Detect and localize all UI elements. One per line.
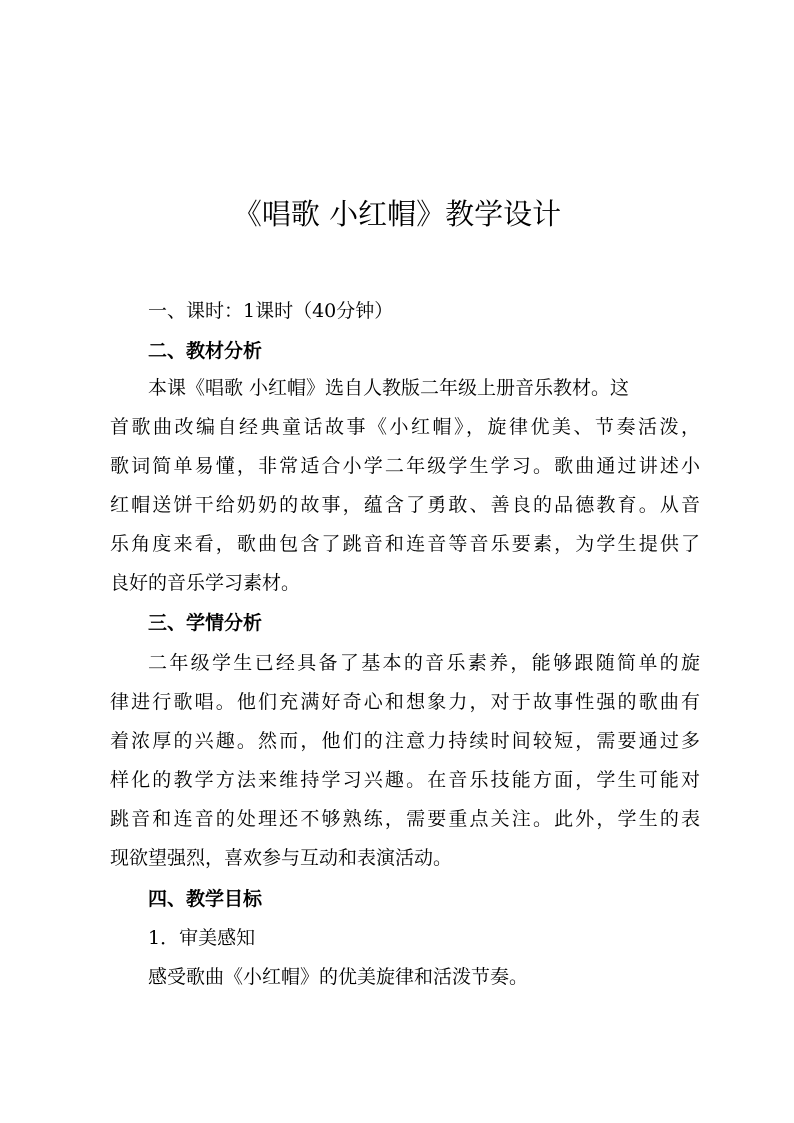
paragraph-line: 跳音和连音的处理还不够熟练，需要重点关注。此外，学生的表 bbox=[110, 808, 700, 830]
section-heading-student-analysis: 三、学情分析 bbox=[148, 612, 263, 634]
paragraph-line: 律进行歌唱。他们充满好奇心和想象力，对于故事性强的歌曲有 bbox=[110, 691, 700, 713]
paragraph-line: 良好的音乐学习素材。 bbox=[110, 572, 301, 594]
paragraph-line: 感受歌曲《小红帽》的优美旋律和活泼节奏。 bbox=[148, 966, 529, 988]
paragraph-line: 歌词简单易懂，非常适合小学二年级学生学习。歌曲通过讲述小 bbox=[110, 455, 700, 477]
section-heading-teaching-goals: 四、教学目标 bbox=[148, 888, 263, 910]
paragraph-line: 本课《唱歌 小红帽》选自人教版二年级上册音乐教材。这 bbox=[148, 377, 630, 399]
page-title: 《唱歌 小红帽》教学设计 bbox=[232, 197, 562, 231]
section-heading-material-analysis: 二、教材分析 bbox=[148, 340, 263, 362]
paragraph-line: 首歌曲改编自经典童话故事《小红帽》，旋律优美、节奏活泼， bbox=[110, 416, 700, 438]
paragraph-line: 样化的教学方法来维持学习兴趣。在音乐技能方面，学生可能对 bbox=[110, 769, 700, 791]
paragraph-line: 乐角度来看，歌曲包含了跳音和连音等音乐要素，为学生提供了 bbox=[110, 533, 700, 555]
paragraph-line: 红帽送饼干给奶奶的故事，蕴含了勇敢、善良的品德教育。从音 bbox=[110, 494, 700, 516]
subheading-aesthetic-perception: 1．审美感知 bbox=[148, 927, 256, 949]
paragraph-line: 着浓厚的兴趣。然而，他们的注意力持续时间较短，需要通过多 bbox=[110, 730, 700, 752]
paragraph-line: 现欲望强烈，喜欢参与互动和表演活动。 bbox=[110, 847, 453, 869]
section-lesson-hours: 一、课时：1课时（40分钟） bbox=[148, 300, 394, 322]
paragraph-line: 二年级学生已经具备了基本的音乐素养，能够跟随简单的旋 bbox=[148, 652, 700, 674]
